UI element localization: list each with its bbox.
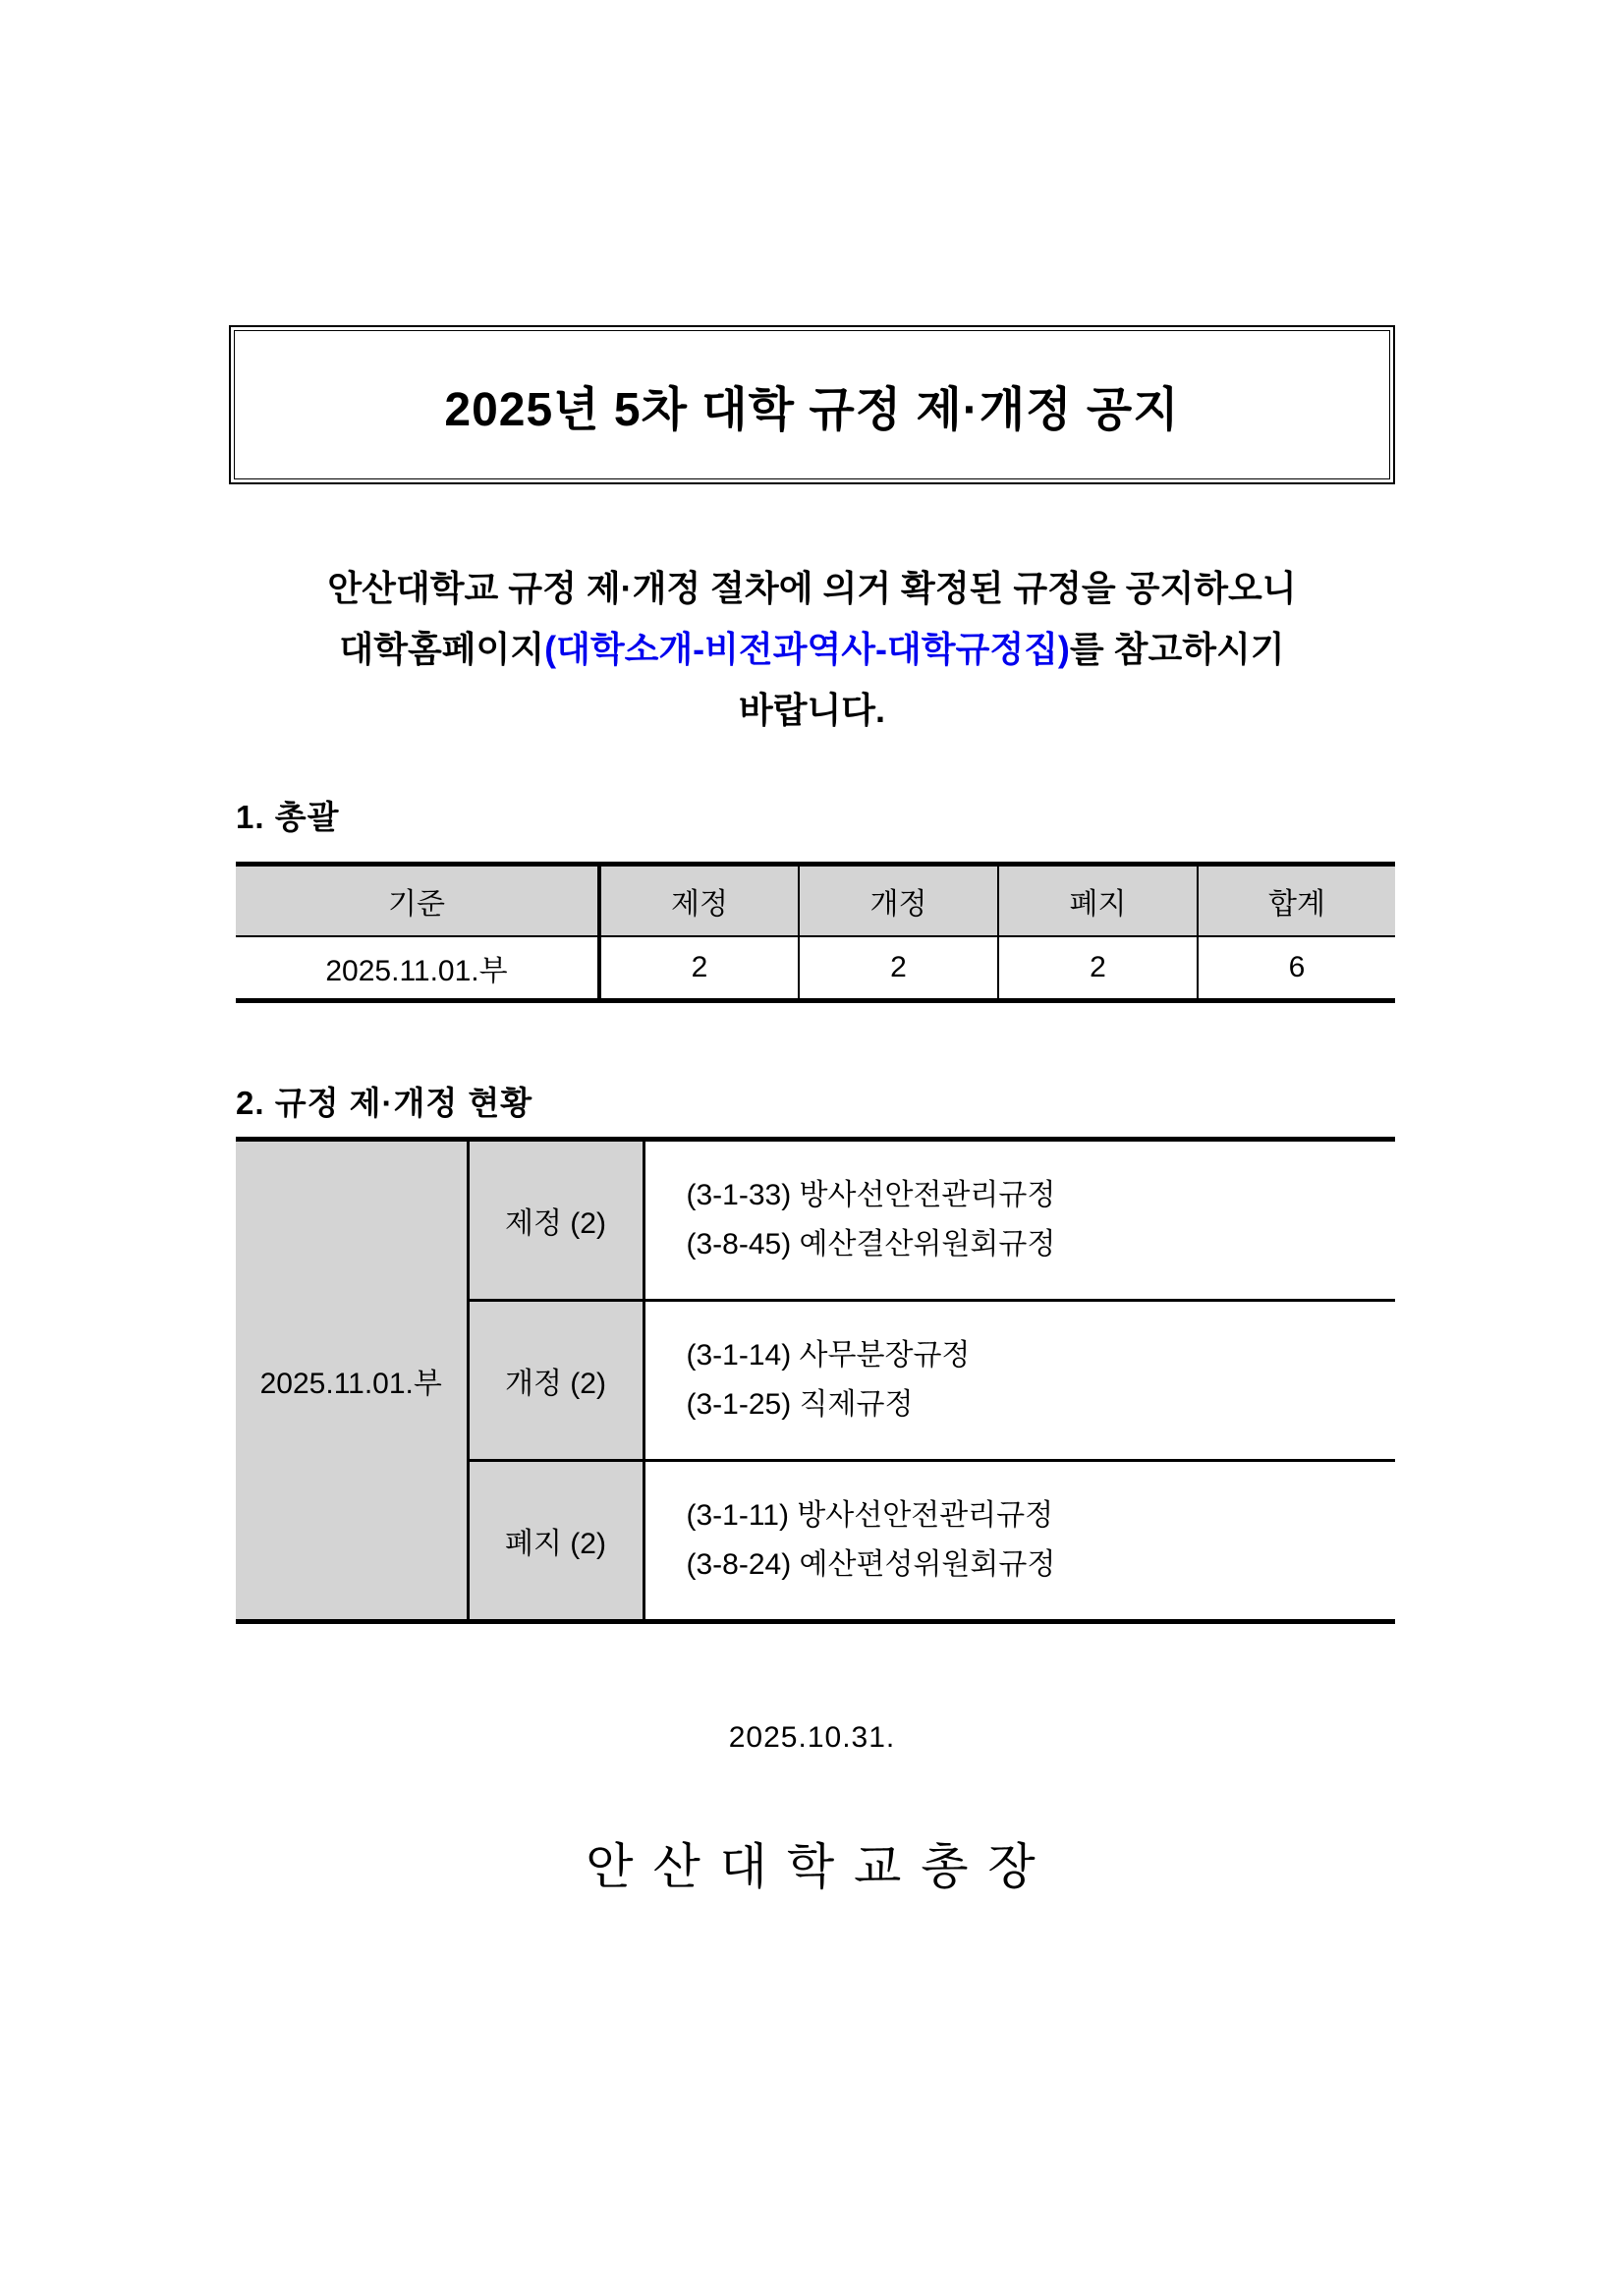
regulation-item: (3-8-45) 예산결산위원회규정 (686, 1228, 1056, 1260)
detail-category-enacted: 제정 (2) (468, 1140, 644, 1301)
title-box-inner-border (234, 330, 1390, 479)
detail-items-revised (644, 1301, 1395, 1461)
overview-cell-abolished: 2 (998, 936, 1198, 1001)
section1-heading: 1. 총괄 (236, 799, 340, 835)
overview-header-basis: 기준 (236, 865, 599, 937)
regulation-item: (3-1-14) 사무분장규정 (686, 1339, 971, 1372)
overview-header-total: 합계 (1198, 865, 1395, 937)
overview-header-enacted: 제정 (599, 865, 799, 937)
detail-row-enacted (236, 1140, 1395, 1301)
overview-header-row (236, 865, 1395, 937)
intro-line2-suffix: 를 참고하시기 (1069, 629, 1285, 669)
overview-cell-enacted: 2 (599, 936, 799, 1001)
detail-table (236, 1137, 1395, 1624)
overview-header-revised: 개정 (799, 865, 998, 937)
title-box (229, 325, 1395, 484)
regulation-item: (3-8-24) 예산편성위원회규정 (686, 1548, 1056, 1581)
president-signature: 안 산 대 학 교 총 장 (586, 1839, 1038, 1894)
regulation-item: (3-1-25) 직제규정 (686, 1388, 914, 1421)
regulation-item: (3-1-11) 방사선안전관리규정 (686, 1499, 1054, 1532)
detail-base-date-cell: 2025.11.01.부 (236, 1140, 468, 1622)
overview-cell-total: 6 (1198, 936, 1395, 1001)
section2-heading: 2. 규정 제·개정 현황 (236, 1085, 533, 1121)
intro-line3: 바랍니다. (738, 690, 886, 730)
document-date: 2025.10.31. (728, 1721, 896, 1754)
overview-cell-basis: 2025.11.01.부 (325, 955, 508, 987)
detail-category-abolished: 폐지 (2) (468, 1461, 644, 1622)
intro-paragraph (229, 558, 1395, 741)
intro-line1: 안산대학교 규정 제·개정 절차에 의거 확정된 규정을 공지하오니 (327, 568, 1297, 608)
detail-category-revised: 개정 (2) (468, 1301, 644, 1461)
overview-header-abolished: 폐지 (998, 865, 1198, 937)
overview-cell-revised: 2 (799, 936, 998, 1001)
overview-data-row (236, 936, 1395, 1001)
intro-line2-prefix: 대학홈페이지 (339, 629, 545, 669)
detail-items-enacted (644, 1140, 1395, 1301)
regulation-item: (3-1-33) 방사선안전관리규정 (686, 1179, 1056, 1211)
page-title: 2025년 5차 대학 규정 제·개정 공지 (444, 383, 1180, 436)
homepage-menu-path-link[interactable]: (대학소개-비전과역사-대학규정집) (544, 629, 1070, 669)
overview-table (236, 862, 1395, 1003)
detail-items-abolished (644, 1461, 1395, 1622)
